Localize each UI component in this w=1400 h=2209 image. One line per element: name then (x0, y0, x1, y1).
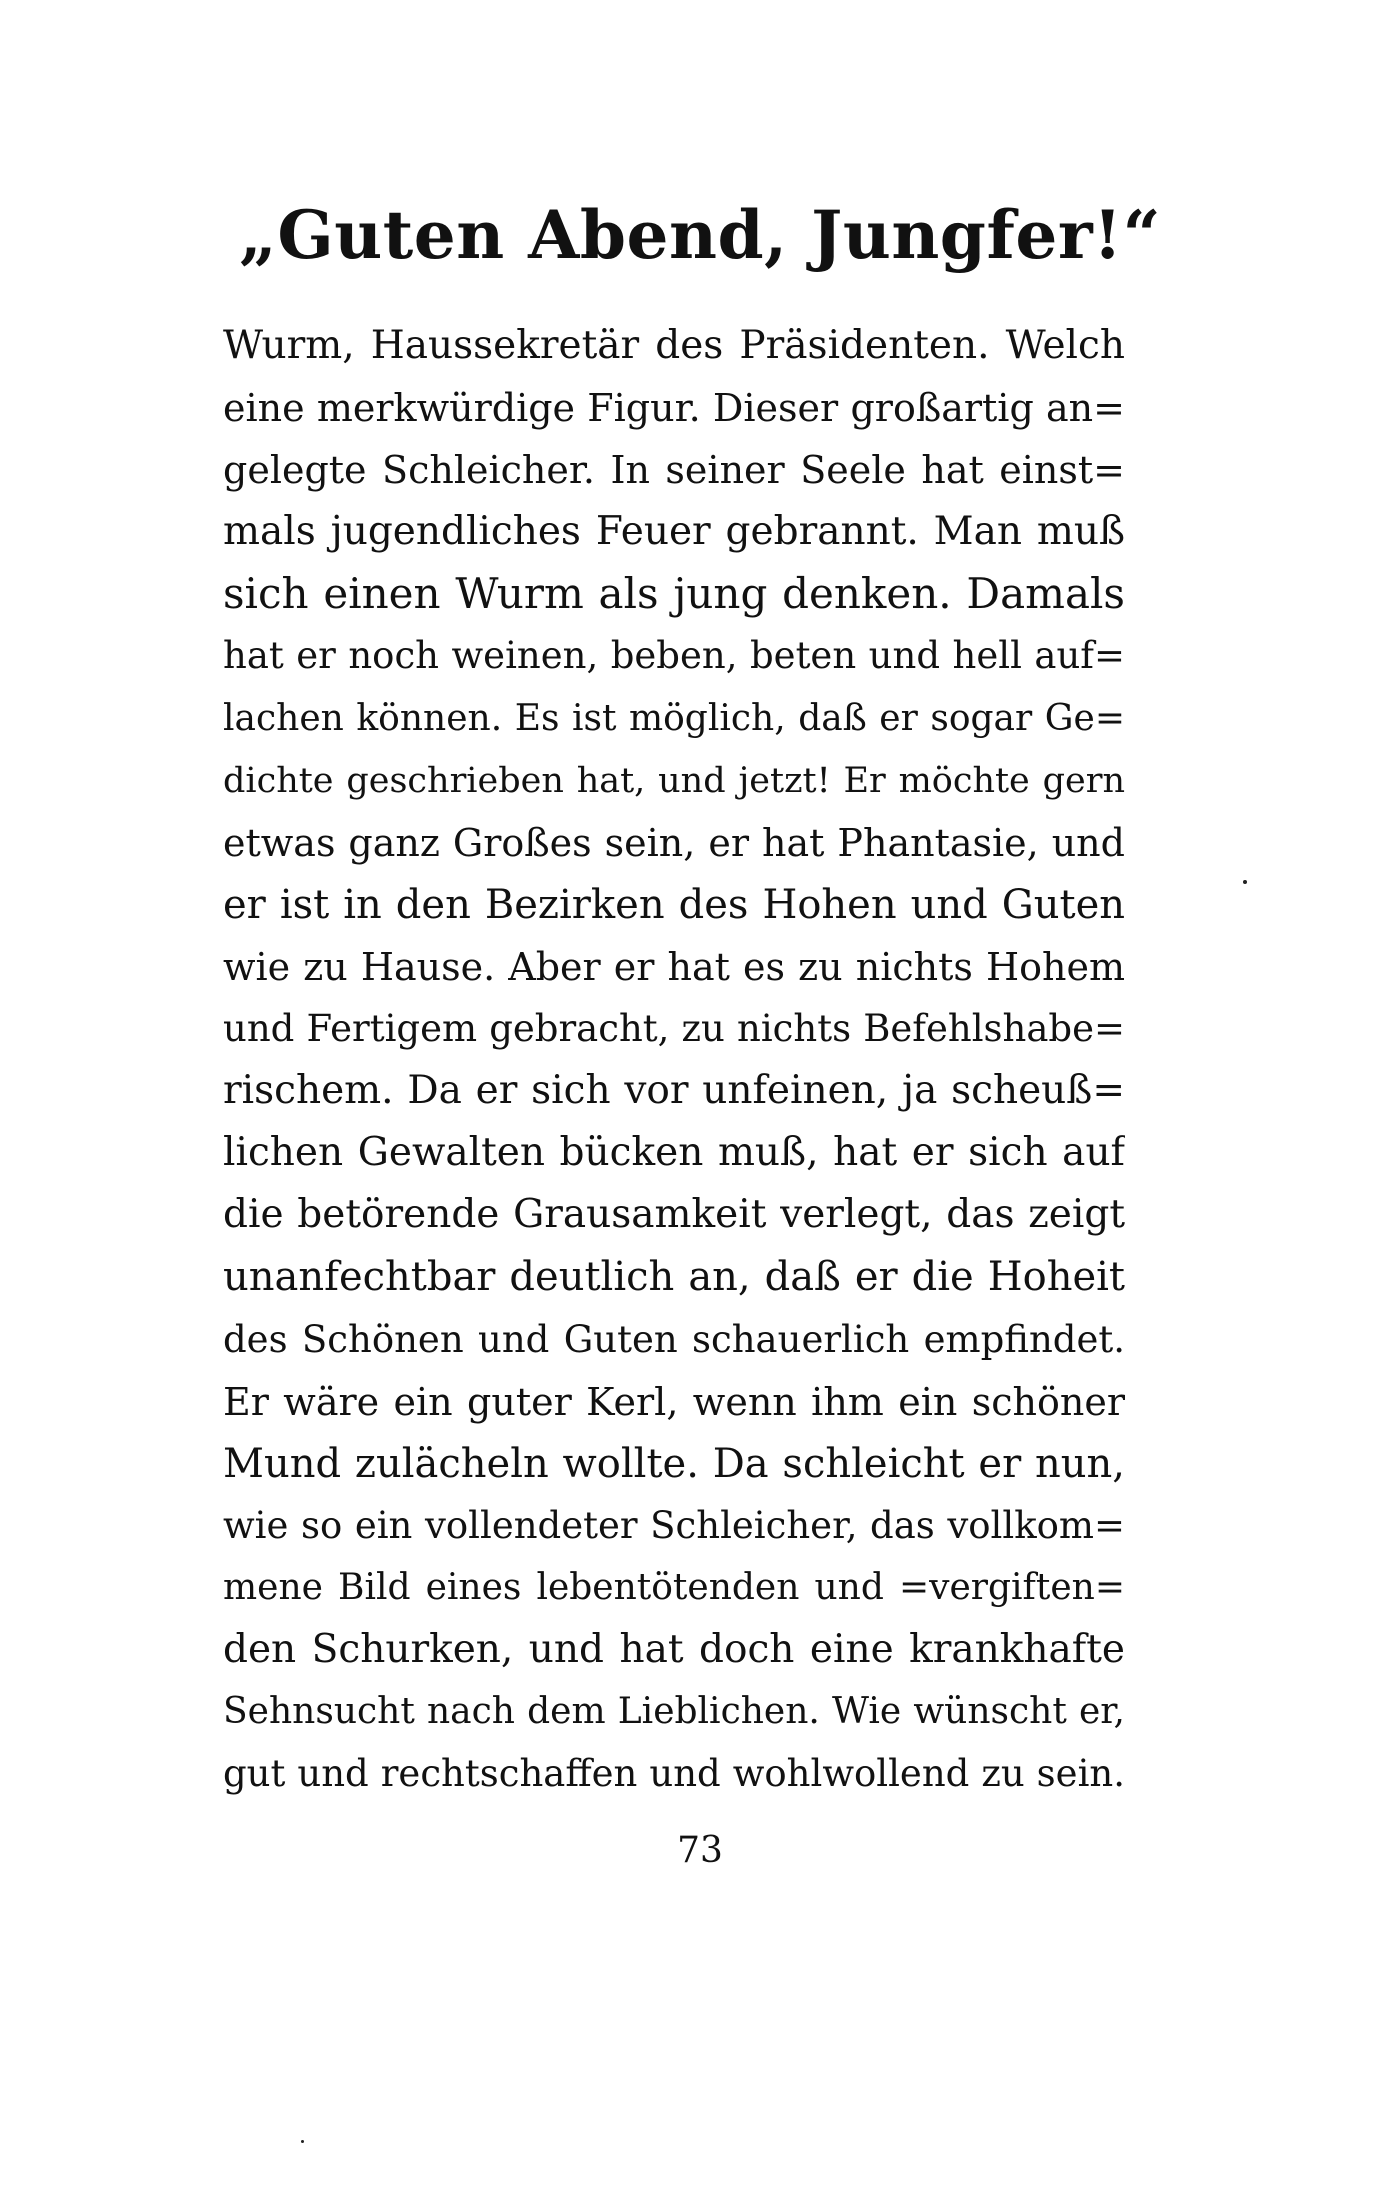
text-line: wie so ein vollendeter Schleicher, das vollkom= (223, 1503, 1125, 1547)
text-line: Er wäre ein guter Kerl, wenn ihm ein schöner (223, 1379, 1125, 1424)
text-line: hat er noch weinen, beben, beten und hell auf= (223, 634, 1125, 678)
text-line: rischem. Da er sich vor unfeinen, ja scheuß= (223, 1068, 1125, 1114)
text-line: mene Bild eines lebentötenden und =vergiften= (223, 1566, 1125, 1608)
text-line: mals jugendliches Feuer gebrannt. Man muß (223, 509, 1125, 555)
text-line: die betörende Grausamkeit verlegt, das zeigt (223, 1192, 1125, 1238)
text-line: Sehnsucht nach dem Lieblichen. Wie wünscht er, (223, 1691, 1125, 1733)
text-line: Wurm, Haussekretär des Präsidenten. Welch (223, 323, 1125, 368)
scan-speck (301, 2140, 304, 2143)
text-line: eine merkwürdige Figur. Dieser großartig an= (223, 386, 1125, 431)
text-line: dichte geschrieben hat, und jetzt! Er möchte gern (223, 760, 1125, 801)
text-line: etwas ganz Großes sein, er hat Phantasie, und (223, 820, 1125, 865)
text-line: er ist in den Bezirken des Hohen und Guten (223, 881, 1125, 928)
text-line: gelegte Schleicher. In seiner Seele hat einst= (223, 448, 1125, 493)
text-line: lichen Gewalten bücken muß, hat er sich auf (223, 1130, 1125, 1176)
text-line: den Schurken, und hat doch eine krankhafte (223, 1626, 1125, 1672)
text-line: sich einen Wurm als jung denken. Damals (223, 569, 1125, 619)
body-text (223, 315, 1125, 1805)
scan-speck (1243, 880, 1247, 884)
chapter-title: „Guten Abend, Jungfer!“ (238, 196, 1162, 274)
text-line: Mund zulächeln wollte. Da schleicht er nun, (223, 1440, 1125, 1487)
page-number: 73 (677, 1830, 723, 1871)
text-line: gut und rechtschaffen und wohlwollend zu sein. (223, 1752, 1125, 1796)
text-line: unanfechtbar deutlich an, daß er die Hoheit (223, 1254, 1125, 1301)
text-line: des Schönen und Guten schauerlich empfindet. (223, 1317, 1125, 1361)
text-line: und Fertigem gebracht, zu nichts Befehlshabe= (223, 1007, 1125, 1051)
text-line: wie zu Hause. Aber er hat es zu nichts Hohem (223, 944, 1125, 989)
text-line: lachen können. Es ist möglich, daß er sogar Ge= (223, 697, 1125, 739)
